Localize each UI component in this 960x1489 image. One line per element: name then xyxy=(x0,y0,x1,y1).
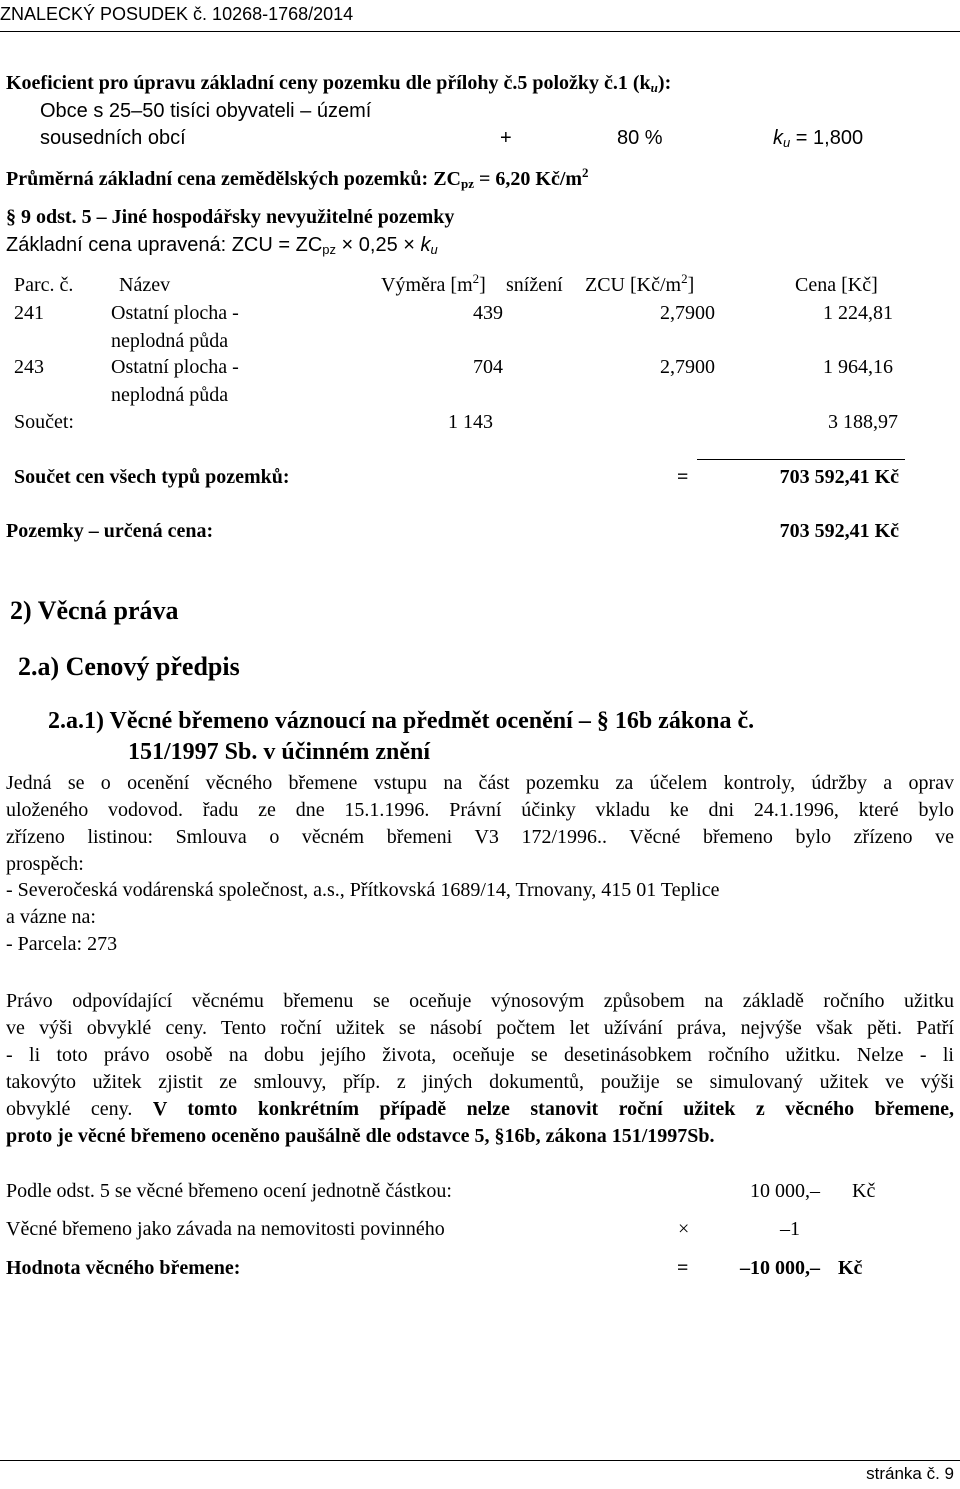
row-name-cont: neplodná půda xyxy=(111,384,229,406)
page-number: stránka č. 9 xyxy=(866,1464,954,1483)
easement-value: –10 000,– xyxy=(740,1257,820,1279)
row-zcu: 2,7900 xyxy=(660,356,715,378)
coef-heading: Koeficient pro úpravu základní ceny pozemku dle přílohy č.5 položky č.1 $(k_u)$: xyxy=(6,72,672,95)
col-area: Výměra $[m^2]$ xyxy=(381,271,486,296)
valuation-paragraph: Právo odpovídající věcnému břemenu se oceňuje výnosovým způsobem na základě ročního užitku ve výši obvyklé ceny. Tento roční užitek se násobí počtem let užívání práva, nejvýše však pěti. Patří - li toto právo osobě na dobu jejího života, oceňuje se desetinásobkem ročního užitku. Nelze - li takovýto užitek zjistit ze smlouvy, příp. z jiných dokumentů, použije se simulovaný užitek ve výši obvyklé ceny. V tomto konkrétním případě nelze stanovit roční užitek z věcného břemene, proto je věcné břemeno oceněno paušálně dle odstavce 5, §16b, zákona 151/1997Sb. xyxy=(6,990,954,1147)
total-all-value: 703 592,41 Kč xyxy=(779,466,899,488)
col-price: Cena [Kč] xyxy=(795,274,878,296)
calc-row1-unit: Kč xyxy=(852,1180,876,1202)
heading-easement-cont: 151/1997 Sb. v účinném znění xyxy=(128,739,431,765)
coef-plus: + xyxy=(500,127,512,149)
total-rule xyxy=(697,459,905,460)
sum-price: 3 188,97 xyxy=(828,411,898,433)
row-name: Ostatní plocha - xyxy=(111,302,239,324)
coef-line2: sousedních obcí xyxy=(40,127,186,149)
heading-rights: 2) Věcná práva xyxy=(10,596,179,625)
sum-area: 1 143 xyxy=(448,411,493,433)
calc-row2-op: × xyxy=(678,1218,690,1240)
beneficiary: - Severočeská vodárenská společnost, a.s., Přítkovská 1689/14, Trnovany, 415 01 Teplice xyxy=(6,879,720,901)
easement-value-label: Hodnota věcného břemene: xyxy=(6,1257,241,1279)
avg-price: Průměrná základní cena zemědělských pozemků: $ZC_{pz} = 6,20$ $Kč/m^2$ xyxy=(6,165,589,191)
section-9-title: § 9 odst. 5 – Jiné hospodářsky nevyužitelné pozemky xyxy=(6,206,455,228)
easement-value-unit: Kč xyxy=(838,1257,863,1279)
land-price-label: Pozemky – určená cena: xyxy=(6,520,214,542)
col-zcu: ZCU $[Kč/m^2]$ xyxy=(585,271,695,296)
row-parc: 243 xyxy=(14,356,44,378)
sum-label: Součet: xyxy=(14,411,74,433)
row-area: 704 xyxy=(473,356,503,378)
heading-easement: 2.a.1) Věcné břemeno váznoucí na předmět ocenění – § 16b zákona č. xyxy=(48,708,755,734)
section-9-formula: Základní cena upravená: ZCU = $ZC_{pz} \times 0,25 \times k_u$ xyxy=(6,234,438,257)
row-parc: 241 xyxy=(14,302,44,324)
row-zcu: 2,7900 xyxy=(660,302,715,324)
footer-divider xyxy=(0,1460,960,1461)
row-price: 1 964,16 xyxy=(823,356,893,378)
calc-row1-label: Podle odst. 5 se věcné břemeno ocení jednotně částkou: xyxy=(6,1180,452,1202)
row-name-cont: neplodná půda xyxy=(111,330,229,352)
row-price: 1 224,81 xyxy=(823,302,893,324)
col-name: Název xyxy=(119,274,171,296)
coef-percent: 80 % xyxy=(617,127,663,149)
burden-label: a vázne na: xyxy=(6,906,96,928)
col-reduction: snížení xyxy=(506,274,563,296)
land-price-value: 703 592,41 Kč xyxy=(779,520,899,542)
calc-row2-label: Věcné břemeno jako závada na nemovitosti povinného xyxy=(6,1218,445,1240)
col-parc: Parc. č. xyxy=(14,274,74,296)
calc-row1-value: 10 000,– xyxy=(750,1180,820,1202)
header-divider xyxy=(0,31,960,32)
row-name: Ostatní plocha - xyxy=(111,356,239,378)
burdened-parcel: - Parcela: 273 xyxy=(6,933,118,955)
coef-line1: Obce s 25–50 tisíci obyvateli – území xyxy=(40,100,372,122)
coef-ku: $k_u = 1,800$ xyxy=(773,127,864,150)
total-all-label: Součet cen všech typů pozemků: xyxy=(14,466,290,488)
easement-description: Jedná se o ocenění věcného břemene vstupu na část pozemku za účelem kontroly, údržby a oprav uloženého vodovod. řadu ze dne 15.1.1996. Právní účinky vkladu ke dni 24.1.1996, které bylo zřízeno listinou: Smlouva o věcném břemeni V3 172/1996.. Věcné břemeno bylo zřízeno ve prospěch: xyxy=(6,772,954,875)
heading-price-rule: 2.a) Cenový předpis xyxy=(18,652,240,681)
easement-value-eq: = xyxy=(677,1257,689,1279)
calc-row2-value: –1 xyxy=(780,1218,800,1240)
row-area: 439 xyxy=(473,302,503,324)
document-header: ZNALECKÝ POSUDEK č. 10268-1768/2014 xyxy=(0,4,354,24)
total-all-eq: = xyxy=(677,466,689,488)
